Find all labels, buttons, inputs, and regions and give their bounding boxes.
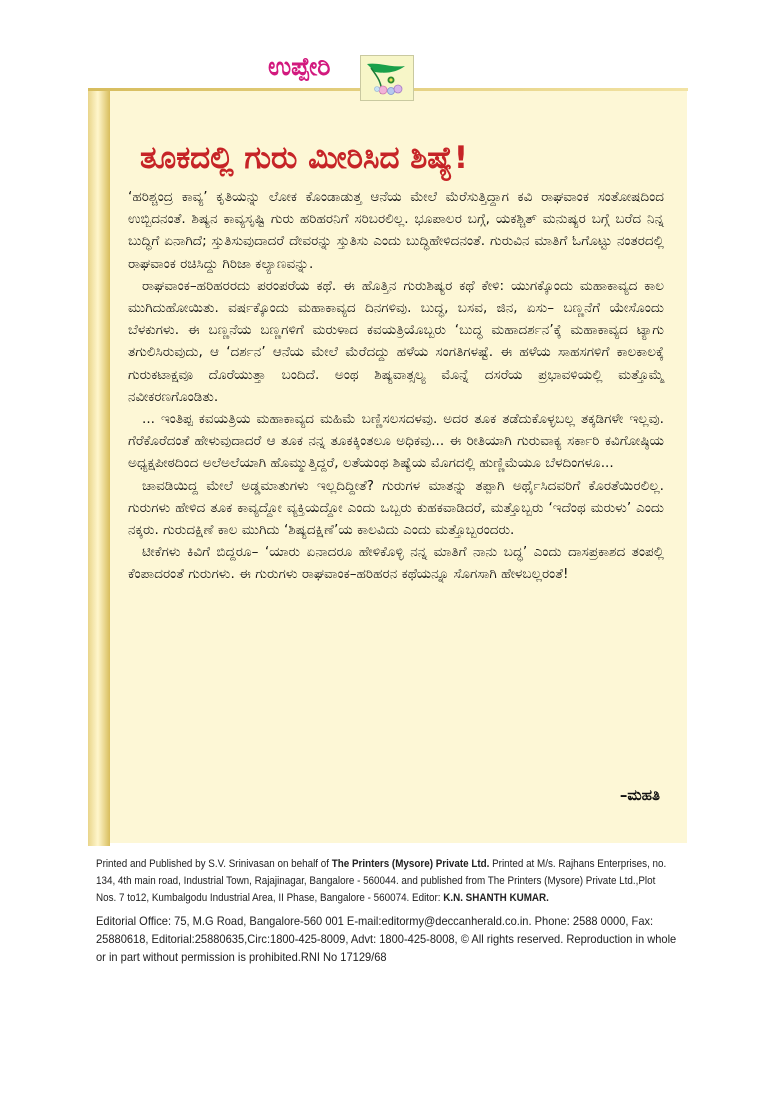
imprint-part-1: Printed and Published by S.V. Srinivasan on behalf of — [96, 858, 332, 870]
imprint-company: The Printers (Mysore) Private Ltd. — [331, 858, 490, 870]
paragraph-4: ಚಾವಡಿಯಿದ್ದ ಮೇಲೆ ಅಡ್ಡಮಾತುಗಳು ಇಲ್ಲದಿದ್ದೀತೆ? ಗುರುಗಳ ಮಾತನ್ನು ತಪ್ಪಾಗಿ ಅರ್ಥೈಸಿದವರಿಗೆ ಕೊರತೆಯಿರಲಿಲ್ಲ. ಗುರುಗಳು ಹೇಳಿದ ತೂಕ ಕಾವ್ಯದ್ದೋ ವ್ಯಕ್ತಿಯದ್ದೋ ಎಂದು ಒಬ್ಬರು ಕುಹಕವಾಡಿದರೆ, ಮತ್ತೊಬ್ಬರು ‘ಇದೆಂಥ ಮರುಳು’ ಎಂದು ನಕ್ಕರು. ಗುರುದಕ್ಷಿಣೆ ಕಾಲ ಮುಗಿದು ‘ಶಿಷ್ಯದಕ್ಷಿಣೆ’ಯ ಕಾಲವಿದು ಎಂದು ಮತ್ತೊಬ್ಬರಂದರು. — [128, 477, 664, 539]
paragraph-1: ‘ಹರಿಶ್ಚಂದ್ರ ಕಾವ್ಯ’ ಕೃತಿಯನ್ನು ಲೋಕ ಕೊಂಡಾಡುತ್ತ ಆನೆಯ ಮೇಲೆ ಮೆರೆಸುತ್ತಿದ್ದಾಗ ಕವಿ ರಾಘವಾಂಕ ಸಂತೋಷದಿಂದ ಉಬ್ಬಿದನಂತೆ. ಶಿಷ್ಯನ ಕಾವ್ಯಸೃಷ್ಟಿ ಗುರು ಹರಿಹರನಿಗೆ ಸರಿಬರಲಿಲ್ಲ. ಭೂಪಾಲರ ಬಗ್ಗೆ, ಯಕಶ್ಚಿತ್ ಮನುಷ್ಯರ ಬಗ್ಗೆ ಬರೆದ ನಿನ್ನ ಬುದ್ಧಿಗೆ ಏನಾಗಿದೆ; ಸ್ತುತಿಸುವುದಾದರೆ ದೇವರನ್ನು ಸ್ತುತಿಸು ಎಂದು ಬುದ್ಧಿಹೇಳಿದನಂತೆ. ಗುರುವಿನ ಮಾತಿಗೆ ಓಗೊಟ್ಟು ನಂತರದಲ್ಲಿ ರಾಘವಾಂಕ ರಚಿಸಿದ್ದು ಗಿರಿಜಾ ಕಲ್ಯಾಣವನ್ನು. — [128, 189, 664, 272]
article-body — [128, 186, 664, 586]
paragraph-2: ರಾಘವಾಂಕ–ಹರಿಹರರದು ಪರಂಪರೆಯ ಕಥೆ. ಈ ಹೊತ್ತಿನ ಗುರುಶಿಷ್ಯರ ಕಥೆ ಕೇಳಿ: ಯುಗಕ್ಕೊಂದು ಮಹಾಕಾವ್ಯದ ಕಾಲ ಮುಗಿದುಹೋಯಿತು. ವರ್ಷಕ್ಕೊಂದು ಮಹಾಕಾವ್ಯದ ದಿನಗಳಿವು. ಬುದ್ಧ, ಬಸವ, ಜಿನ, ಏಸು– ಬಣ್ಣನೆಗೆ ಯೇಸೊಂದು ಬೆಳಕುಗಳು. ಈ ಬಣ್ಣನೆಯ ಬಣ್ಣಗಳಿಗೆ ಮರುಳಾದ ಕವಯತ್ರಿಯೊಬ್ಬರು ‘ಬುದ್ಧ ಮಹಾದರ್ಶನ’ಕ್ಕೆ ಮಹಾಕಾವ್ಯದ ಟ್ಯಾಗು ತಗುಲಿಸಿರುವುದು, ಆ ‘ದರ್ಶನ’ ಆನೆಯ ಮೇಲೆ ಮೆರೆದದ್ದು ಹಳೆಯ ಸಂಗತಿಗಳಷ್ಟೆ. ಈ ಹಳೆಯ ಸಾಹಸಗಳಿಗೆ ಕಾಲಕಾಲಕ್ಕೆ ಗುರುಕಟಾಕ್ಷವೂ ದೊರೆಯುತ್ತಾ ಬಂದಿದೆ. ಅಂಥ ಶಿಷ್ಯವಾತ್ಸಲ್ಯ ಮೊನ್ನೆ ದಸರೆಯ ಪ್ರಭಾವಳಿಯಲ್ಲಿ ಮತ್ತೊಮ್ಮೆ ನವೀಕರಣಗೊಂಡಿತು. — [128, 277, 664, 405]
print-imprint — [96, 856, 676, 907]
leaf-and-bubbles-icon — [360, 55, 414, 101]
imprint-line — [96, 856, 676, 907]
decorative-gold-bar — [88, 88, 110, 846]
paragraph-5: ಟೀಕೆಗಳು ಕಿವಿಗೆ ಬಿದ್ದರೂ– ‘ಯಾರು ಏನಾದರೂ ಹೇಳಿಕೊಳ್ಳಿ ನನ್ನ ಮಾತಿಗೆ ನಾನು ಬದ್ಧ’ ಎಂದು ದಾಸಪ್ರಕಾಶದ ತಂಪಲ್ಲಿ ಕೆಂಪಾದರಂತೆ ಗುರುಗಳು. ಈ ಗುರುಗಳು ರಾಘವಾಂಕ–ಹರಿಹರನ ಕಥೆಯನ್ನೂ ಸೊಗಸಾಗಿ ಹೇಳಬಲ್ಲರಂತೆ! — [128, 544, 664, 583]
editorial-office — [96, 912, 677, 966]
author-signature: –ಮಹತಿ — [619, 786, 660, 804]
paragraph-3: ... ಇಂತಿಪ್ಪ ಕವಯತ್ರಿಯ ಮಹಾಕಾವ್ಯದ ಮಹಿಮೆ ಬಣ್ಣಿಸಲಸದಳವು. ಅದರ ತೂಕ ತಡೆದುಕೊಳ್ಳಬಲ್ಲ ತಕ್ಕಡಿಗಳೇ ಇಲ್ಲವು. ಗೆರೆಕೊರೆದಂತೆ ಹೇಳುವುದಾದರೆ ಆ ತೂಕ ನನ್ನ ತೂಕಕ್ಕಿಂತಲೂ ಅಧಿಕವು... ಈ ರೀತಿಯಾಗಿ ಗುರುವಾಕ್ಯ ಸರ್ಕಾರಿ ಕವಿಗೋಷ್ಠಿಯ ಅಧ್ಯಕ್ಷಪೀಠದಿಂದ ಅಲೆಅಲೆಯಾಗಿ ಹೊಮ್ಮುತ್ತಿದ್ದರೆ, ಲತೆಯಂಥ ಶಿಷ್ಯೆಯ ಮೊಗದಲ್ಲಿ ಹುಣ್ಣಿಮೆಯೂ ಬೆಳದಿಂಗಳೂ... — [128, 411, 664, 472]
article-title: ತೂಕದಲ್ಲಿ ಗುರು ಮೀರಿಸಿದ ಶಿಷ್ಯೆ! — [140, 140, 469, 176]
imprint-editor: K.N. SHANTH KUMAR. — [443, 892, 549, 904]
section-label: ಉಪ್ಪೇರಿ — [268, 52, 331, 81]
imprint-part-2: Printed at M/s. Rajhans Enterprises, no. 134, 4th main road, Industrial Town, Rajajinagar, Bangalore - 560044. and published from The Printers (Mysore) Private Ltd.,Plot Nos. 7 to12, Kumbalgodu Industrial Area, II Phase, Bangalore - 560074. Editor: — [96, 858, 667, 904]
badge-graphic — [361, 56, 413, 100]
office-line: Editorial Office: 75, M.G Road, Bangalore-560 001 E-mail:editormy@deccanherald.co.in. Phone: 2588 0000, Fax: 25880618, Editorial:25880635,Circ:1800-425-8009, Advt: 1800-425-8008, © All rights reserved. Reproduction in whole or in part without permission is prohibited.RNI No 17129/68 — [96, 914, 677, 964]
